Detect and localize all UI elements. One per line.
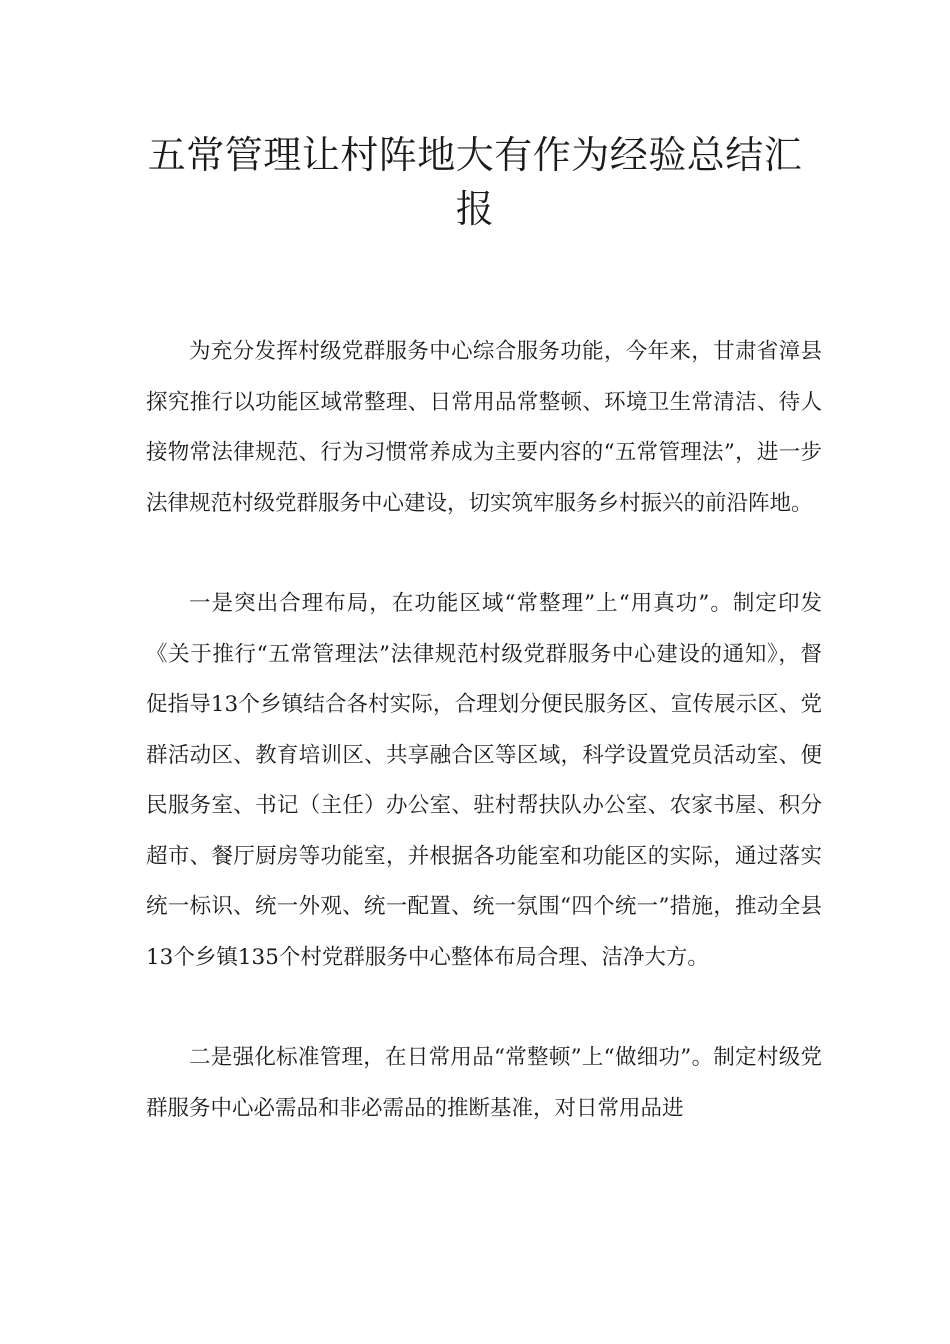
title-line-2: 报 bbox=[455, 187, 495, 231]
title-line-1: 五常管理让村阵地大有作为经验总结汇 bbox=[147, 133, 803, 177]
document-title bbox=[120, 128, 830, 236]
paragraph-standard-management: 二是强化标准管理，在日常用品“常整顿”上“做细功”。制定村级党群服务中心必需品和非必需品的推断基准，对日常用品进 bbox=[146, 1045, 822, 1121]
paragraph-layout: 一是突出合理布局，在功能区域“常整理”上“用真功”。制定印发《关于推行“五常管理法”法律规范村级党群服务中心建设的通知》，督促指导13个乡镇结合各村实际，合理划分便民服务区、宣传展示区、党群活动区、教育培训区、共享融合区等区域，科学设置党员活动室、便民服务室、书记（主任）办公室、驻村帮扶队办公室、农家书屋、积分超市、餐厅厨房等功能室，并根据各功能室和功能区的实际，通过落实统一标识、统一外观、统一配置、统一氛围“四个统一”措施，推动全县13个乡镇135个村党群服务中心整体布局合理、洁净大方。 bbox=[146, 591, 822, 970]
document-body bbox=[146, 327, 822, 1184]
paragraph-intro: 为充分发挥村级党群服务中心综合服务功能，今年来，甘肃省漳县探究推行以功能区域常整理、日常用品常整顿、环境卫生常清洁、待人接物常法律规范、行为习惯常养成为主要内容的“五常管理法”，进一步法律规范村级党群服务中心建设，切实筑牢服务乡村振兴的前沿阵地。 bbox=[146, 339, 822, 516]
